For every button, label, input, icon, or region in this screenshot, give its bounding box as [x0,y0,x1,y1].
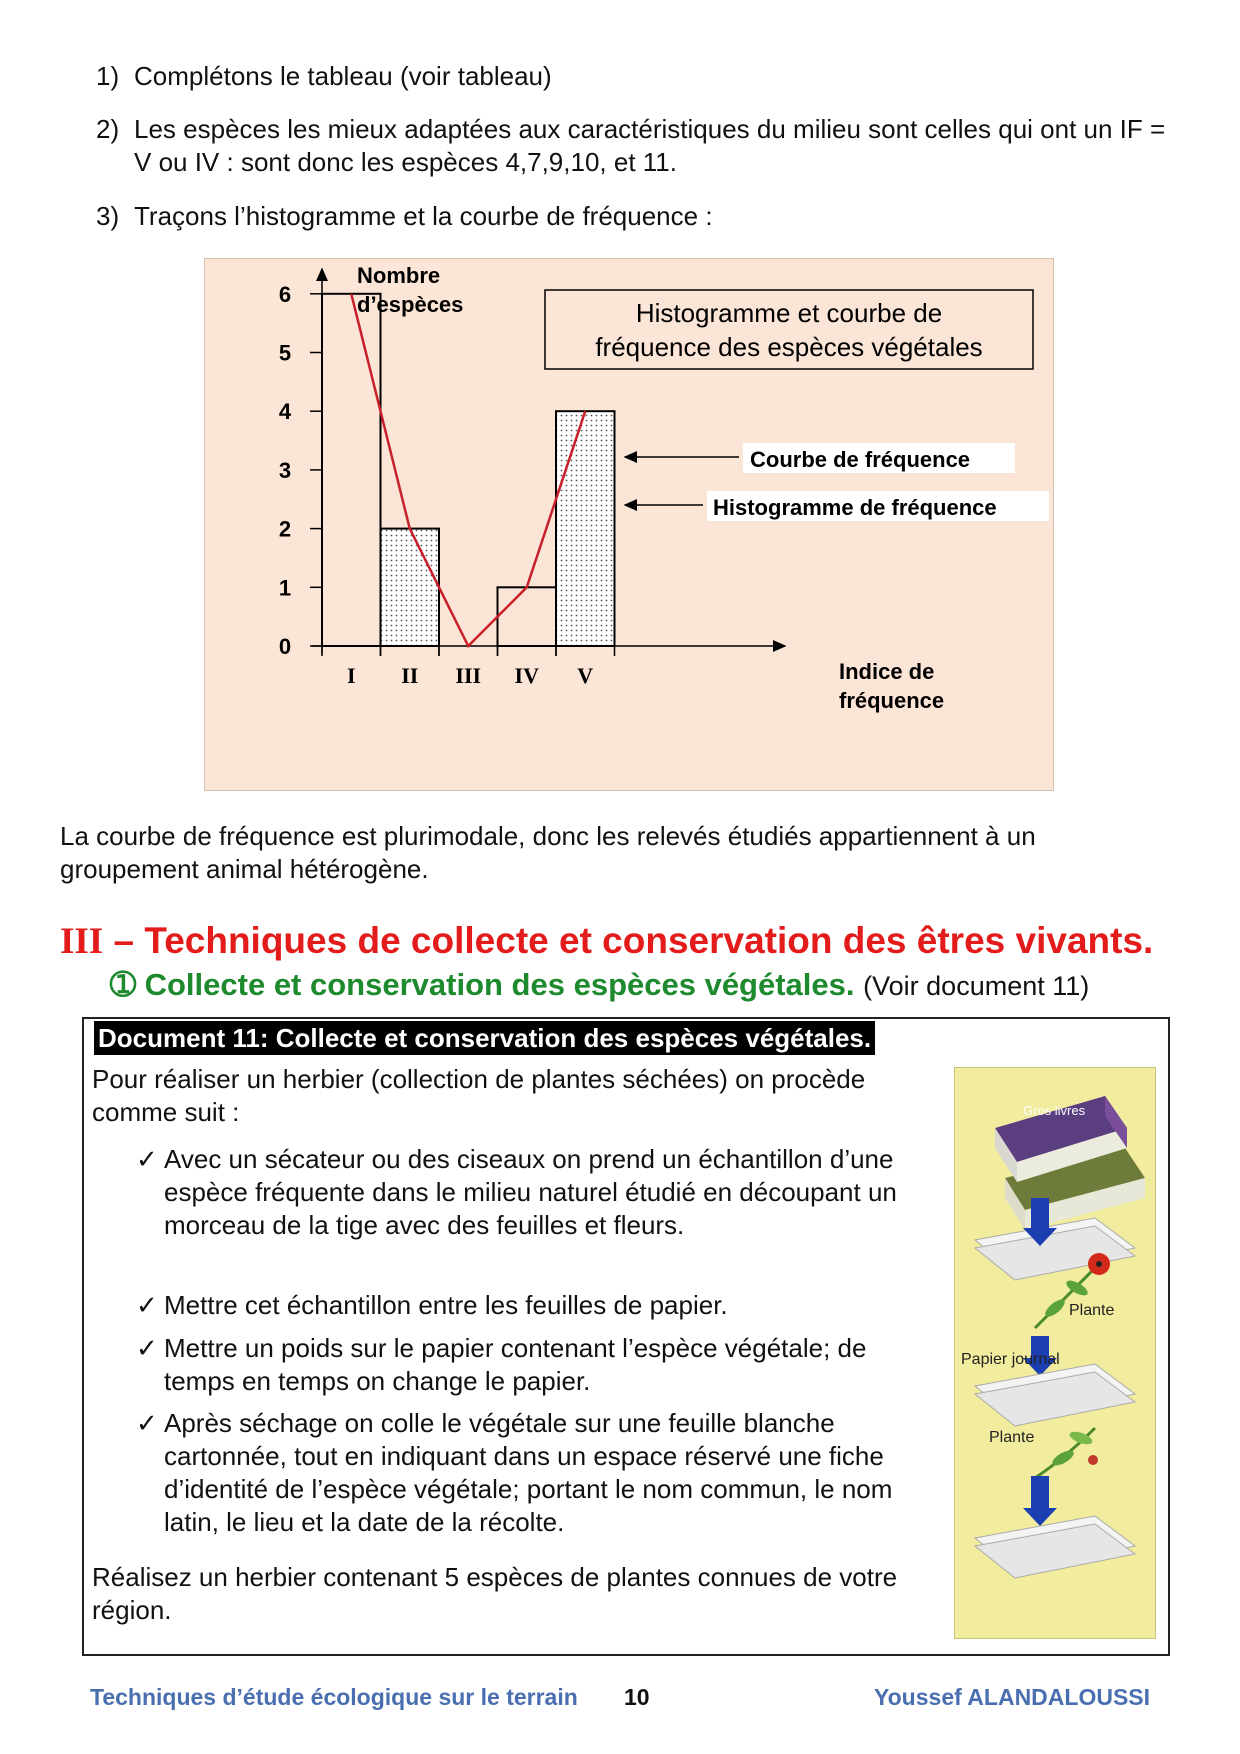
document-title: Document 11: Collecte et conservation des espèces végétales. [94,1021,875,1055]
legend-histogram-label: Histogramme de fréquence [713,495,997,520]
y-tick-label: 5 [278,340,292,366]
subsection-title: Collecte et conservation des espèces végétales. [144,967,855,1002]
newspaper-stack-3 [975,1516,1135,1578]
y-tick-label: 0 [278,634,292,659]
y-tick-label: 1 [278,575,292,601]
legend-curve-label: Courbe de fréquence [750,447,971,472]
x-axis-title-2: fréquence [839,688,945,713]
step-item [136,1407,956,1539]
bar-V [556,411,615,646]
section-number: III [60,921,104,962]
plant-label-2: Plante [989,1429,1035,1446]
books-label: Gros livres [1023,1103,1086,1118]
answer-number: 1) [96,61,120,91]
y-tick-label: 3 [278,457,292,483]
step-text: Mettre cet échantillon entre les feuilles de papier. [164,1290,728,1320]
section-heading [60,920,1153,963]
answer-1 [96,60,1174,93]
document-intro: Pour réaliser un herbier (collection de plantes séchées) on procède comme suit : [92,1064,866,1127]
answer-number: 2) [96,114,120,144]
x-tick-label: I [346,663,356,688]
herbarium-illustration [954,1067,1156,1639]
y-tick-label: 4 [278,399,292,425]
y-axis-title-1: Nombre [357,263,441,288]
bar-II [381,529,440,646]
footer-author: Youssef ALANDALOUSSI [874,1684,1151,1710]
document-reference: (Voir document 11) [863,971,1090,1001]
x-tick-label: III [455,663,482,688]
chart-title-line2: fréquence des espèces végétales [595,332,983,362]
footer-left: Techniques d’étude écologique sur le terrain [90,1684,578,1710]
checkmark-icon: ✓ [136,1144,158,1174]
chart-svg [205,259,1055,792]
x-tick-label: IV [514,663,539,688]
document-box [82,1017,1170,1656]
x-tick-label: V [577,663,594,688]
answer-3 [96,200,1174,233]
y-axis-title-2: d’espèces [357,292,464,317]
arrow-down-icon [1023,1476,1057,1526]
histogram-chart [204,258,1054,791]
plant-icon [1035,1428,1098,1478]
newspaper-label: Papier journal [961,1351,1060,1368]
answer-text: Traçons l’histogramme et la courbe de fréquence : [134,201,713,231]
page-number: 10 [624,1684,650,1710]
x-tick-label: II [401,663,419,688]
checkmark-icon: ✓ [136,1290,158,1320]
x-axis-title-1: Indice de [839,659,935,684]
answer-number: 3) [96,201,120,231]
step-item [136,1332,956,1398]
checkmark-icon: ✓ [136,1333,158,1363]
y-tick-label: 6 [278,281,292,307]
step-text: Mettre un poids sur le papier contenant l’espèce végétale; de temps en temps on change le papier. [164,1333,867,1396]
step-item [136,1143,956,1242]
answer-text: Complétons le tableau (voir tableau) [134,61,552,91]
bar-I [322,294,381,646]
subsection-heading [110,967,1089,1003]
answer-2 [96,113,1174,179]
step-text: Après séchage on colle le végétale sur une feuille blanche cartonnée, tout en indiquant dans un espace réservé une fiche d’identité de l’espèce végétale; portant le nom commun, le nom latin, le lieu et la date de la récolte. [164,1408,893,1537]
newspaper-stack-2 [975,1364,1135,1426]
plant-label-1: Plante [1069,1302,1115,1319]
document-task: Réalisez un herbier contenant 5 espèces de plantes connues de votre région. [92,1562,898,1625]
bar-IV [498,587,557,646]
answer-text: Les espèces les mieux adaptées aux caractéristiques du milieu sont celles qui ont un IF = V ou IV : sont donc les espèces 4,7,9,10, et 11. [134,114,1166,177]
circled-one-icon: ➀ [110,967,136,1002]
y-tick-label: 2 [278,516,292,542]
checkmark-icon: ✓ [136,1408,158,1438]
newspaper-stack-1 [975,1218,1135,1280]
step-item [136,1289,956,1322]
chart-title-line1: Histogramme et courbe de [635,298,943,328]
section-title: – Techniques de collecte et conservation des êtres vivants. [103,920,1154,961]
conclusion-text: La courbe de fréquence est plurimodale, donc les relevés étudiés appartiennent à un groupement animal hétérogène. [60,821,1036,884]
step-text: Avec un sécateur ou des ciseaux on prend un échantillon d’une espèce fréquente dans le milieu naturel étudié en découpant un morceau de la tige avec des feuilles et fleurs. [164,1144,897,1240]
herbarium-svg [955,1068,1155,1638]
